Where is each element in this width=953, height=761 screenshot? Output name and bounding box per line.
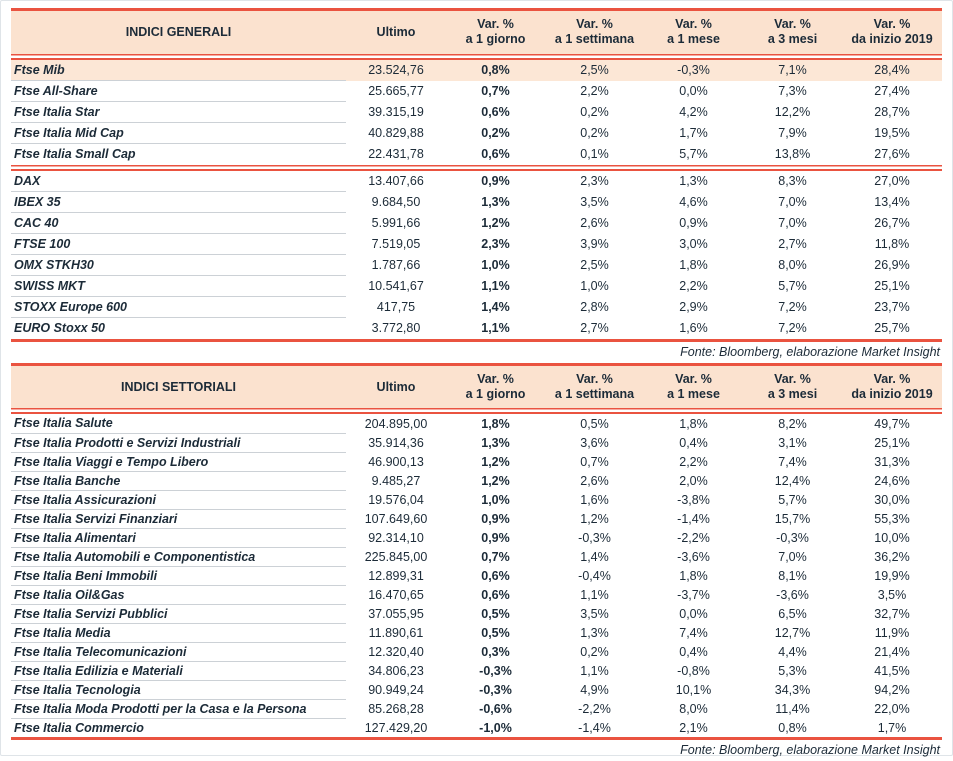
ultimo-cell: 13.407,66 [368, 174, 424, 188]
var-ytd-cell: 13,4% [874, 195, 910, 209]
var-ytd-cell: 31,3% [874, 454, 910, 469]
index-name-cell: OMX STKH30 [11, 255, 346, 276]
source-note: Fonte: Bloomberg, elaborazione Market Insight [680, 344, 940, 359]
var-week-cell: 2,8% [580, 300, 609, 314]
var-3months-cell: 8,1% [778, 568, 807, 583]
index-name-cell: Ftse Mib [11, 60, 346, 81]
table-row [11, 414, 942, 433]
var-month-cell: -2,2% [677, 530, 710, 545]
col-header-var-month: Var. % a 1 mese [644, 10, 743, 54]
ultimo-cell: 10.541,67 [368, 279, 424, 293]
table-row [11, 718, 942, 737]
var-3months-cell: 8,3% [778, 174, 807, 188]
table-row [11, 490, 942, 509]
index-name-cell: Ftse Italia Servizi Pubblici [11, 604, 346, 623]
var-ytd-cell: 10,0% [874, 530, 910, 545]
var-week-cell: 2,6% [580, 473, 609, 488]
ultimo-cell: 46.900,13 [368, 454, 424, 469]
ultimo-cell: 11.890,61 [368, 625, 424, 640]
var-ytd-cell: 26,7% [874, 216, 910, 230]
var-month-cell: -3,6% [677, 549, 710, 564]
var-week-cell: 1,6% [580, 492, 609, 507]
var-3months-cell: 5,7% [778, 492, 807, 507]
var-ytd-cell: 36,2% [874, 549, 910, 564]
general-indices-table [11, 8, 942, 342]
var-month-cell: 2,2% [679, 279, 708, 293]
var-ytd-cell: 94,2% [874, 682, 910, 697]
var-ytd-cell: 26,9% [874, 258, 910, 272]
var-day-cell: 0,7% [481, 549, 510, 564]
table-row [11, 604, 942, 623]
table-row [11, 547, 942, 566]
var-ytd-cell: 19,9% [874, 568, 910, 583]
ultimo-cell: 12.320,40 [368, 644, 424, 659]
col-header-var-3months: Var. % a 3 mesi [743, 364, 842, 408]
col-header-var-week: Var. % a 1 settimana [545, 364, 644, 408]
var-month-cell: -3,8% [677, 492, 710, 507]
var-month-cell: 2,1% [679, 720, 708, 735]
ultimo-cell: 37.055,95 [368, 606, 424, 621]
var-week-cell: 1,0% [580, 279, 609, 293]
var-day-cell: -0,3% [479, 682, 512, 697]
ultimo-cell: 40.829,88 [368, 126, 424, 140]
table-title: INDICI GENERALI [11, 10, 346, 54]
table-row [11, 318, 942, 339]
ultimo-cell: 225.845,00 [364, 549, 428, 564]
var-day-cell: 0,6% [481, 587, 510, 602]
var-month-cell: 1,3% [679, 174, 708, 188]
var-week-cell: 0,2% [580, 105, 609, 119]
var-month-cell: 2,0% [679, 473, 708, 488]
ultimo-cell: 9.485,27 [371, 473, 421, 488]
var-week-cell: 0,1% [580, 147, 609, 161]
var-3months-cell: -3,6% [776, 587, 809, 602]
var-3months-cell: 7,9% [778, 126, 807, 140]
var-week-cell: 3,6% [580, 435, 609, 450]
var-month-cell: 5,7% [679, 147, 708, 161]
var-day-cell: 0,9% [481, 530, 510, 545]
index-name-cell: STOXX Europe 600 [11, 297, 346, 318]
var-3months-cell: 8,0% [778, 258, 807, 272]
var-week-cell: 1,1% [580, 663, 609, 678]
table-row [11, 509, 942, 528]
var-day-cell: 0,5% [481, 625, 510, 640]
var-3months-cell: 13,8% [774, 147, 811, 161]
var-month-cell: 10,1% [675, 682, 712, 697]
var-3months-cell: 12,2% [774, 105, 811, 119]
index-name-cell: Ftse Italia Tecnologia [11, 680, 346, 699]
var-3months-cell: 6,5% [778, 606, 807, 621]
table-row [11, 642, 942, 661]
var-week-cell: 2,2% [580, 84, 609, 98]
table-row [11, 528, 942, 547]
var-month-cell: 0,0% [679, 84, 708, 98]
var-ytd-cell: 3,5% [877, 587, 907, 602]
var-3months-cell: 0,8% [778, 720, 807, 735]
index-name-cell: Ftse Italia Prodotti e Servizi Industriali [11, 433, 346, 452]
var-day-cell: 1,8% [481, 416, 510, 431]
var-3months-cell: 15,7% [774, 511, 811, 526]
table-row [11, 623, 942, 642]
ultimo-cell: 34.806,23 [368, 663, 424, 678]
var-day-cell: 1,0% [481, 258, 510, 272]
var-week-cell: 2,5% [545, 60, 644, 81]
index-name-cell: CAC 40 [11, 213, 346, 234]
var-week-cell: -0,4% [578, 568, 611, 583]
var-ytd-cell: 27,0% [874, 174, 910, 188]
table-row [11, 144, 942, 165]
var-ytd-cell: 25,1% [874, 279, 910, 293]
var-ytd-cell: 27,6% [874, 147, 910, 161]
var-month-cell: 1,8% [679, 416, 708, 431]
var-day-cell: 0,6% [481, 105, 510, 119]
var-day-cell: 0,5% [481, 606, 510, 621]
ultimo-cell: 25.665,77 [368, 84, 424, 98]
index-name-cell: Ftse Italia Oil&Gas [11, 585, 346, 604]
var-ytd-cell: 22,0% [874, 701, 910, 716]
var-ytd-cell: 11,8% [874, 237, 910, 251]
table-row [11, 102, 942, 123]
index-name-cell: SWISS MKT [11, 276, 346, 297]
ultimo-cell: 39.315,19 [368, 105, 424, 119]
var-3months-cell: 2,7% [778, 237, 807, 251]
col-header-var-day: Var. % a 1 giorno [446, 10, 545, 54]
index-name-cell: Ftse Italia Edilizia e Materiali [11, 661, 346, 680]
index-name-cell: Ftse Italia Small Cap [14, 147, 136, 162]
ultimo-cell: 417,75 [376, 300, 416, 314]
var-day-cell: 1,1% [481, 279, 510, 293]
ultimo-cell: 90.949,24 [368, 682, 424, 697]
var-3months-cell: 7,0% [778, 195, 807, 209]
var-ytd-cell: 41,5% [874, 663, 910, 678]
var-week-cell: 2,5% [580, 258, 609, 272]
var-3months-cell: 7,2% [778, 321, 807, 335]
index-name-cell: Ftse Italia Viaggi e Tempo Libero [11, 452, 346, 471]
var-month-cell: 4,2% [679, 105, 708, 119]
var-month-cell: 1,8% [679, 568, 708, 583]
index-name-cell: IBEX 35 [11, 192, 346, 213]
var-day-cell: 1,3% [481, 195, 510, 209]
ultimo-cell: 7.519,05 [371, 237, 421, 251]
table-row [11, 234, 942, 255]
var-ytd-cell: 32,7% [874, 606, 910, 621]
var-day-cell: 1,0% [481, 492, 510, 507]
index-name-cell: Ftse Italia Mid Cap [11, 123, 346, 144]
var-week-cell: 2,7% [580, 321, 609, 335]
table-row [11, 471, 942, 490]
table-row [11, 680, 942, 699]
table-row [11, 699, 942, 718]
table-row [11, 81, 942, 102]
var-day-cell: -0,6% [479, 701, 512, 716]
var-month-cell: 2,9% [679, 300, 708, 314]
var-week-cell: 4,9% [580, 682, 609, 697]
col-header-ultimo: Ultimo [346, 10, 446, 54]
table-row [11, 213, 942, 234]
index-name-cell: Ftse Italia Media [11, 623, 346, 642]
index-name-cell: Ftse Italia Salute [11, 414, 346, 433]
table-row [11, 433, 942, 452]
var-3months-cell: 7,1% [743, 60, 842, 81]
index-name-cell: Ftse Italia Servizi Finanziari [11, 509, 346, 528]
table-header-row [11, 10, 942, 54]
table-row [11, 171, 942, 192]
col-header-var-ytd: Var. % da inizio 2019 [842, 364, 942, 408]
var-3months-cell: 3,1% [778, 435, 807, 450]
col-header-var-week: Var. % a 1 settimana [545, 10, 644, 54]
var-week-cell: 2,6% [580, 216, 609, 230]
var-ytd-cell: 21,4% [874, 644, 910, 659]
var-day-cell: 0,8% [446, 60, 545, 81]
var-month-cell: 0,0% [679, 606, 708, 621]
table-row [11, 452, 942, 471]
table-row [11, 60, 942, 81]
var-week-cell: 2,3% [580, 174, 609, 188]
ultimo-cell: 85.268,28 [368, 701, 424, 716]
ultimo-cell: 107.649,60 [364, 511, 428, 526]
var-day-cell: 1,2% [481, 216, 510, 230]
var-day-cell: -1,0% [479, 720, 512, 735]
table-row [11, 123, 942, 144]
table-row [11, 566, 942, 585]
var-day-cell: 1,1% [481, 321, 510, 335]
var-ytd-cell: 25,7% [874, 321, 910, 335]
var-day-cell: 0,7% [481, 84, 510, 98]
col-header-var-month: Var. % a 1 mese [644, 364, 743, 408]
table-title: INDICI SETTORIALI [11, 364, 346, 408]
var-month-cell: 3,0% [679, 237, 708, 251]
var-3months-cell: 34,3% [774, 682, 811, 697]
var-week-cell: -2,2% [578, 701, 611, 716]
index-name-cell: Ftse Italia Moda Prodotti per la Casa e la Persona [11, 699, 346, 718]
index-name-cell: Ftse Italia Banche [11, 471, 346, 490]
var-ytd-cell: 27,4% [874, 84, 910, 98]
var-month-cell: 7,4% [679, 625, 708, 640]
var-day-cell: 1,4% [481, 300, 510, 314]
var-day-cell: 0,9% [481, 511, 510, 526]
ultimo-cell: 12.899,31 [368, 568, 424, 583]
index-name-cell: Ftse Italia Alimentari [11, 528, 346, 547]
var-day-cell: 0,6% [481, 147, 510, 161]
var-3months-cell: 11,4% [775, 701, 810, 716]
var-ytd-cell: 1,7% [877, 720, 907, 735]
index-name-cell: FTSE 100 [11, 234, 346, 255]
var-day-cell: 1,2% [481, 473, 510, 488]
var-month-cell: -0,3% [644, 60, 743, 81]
table-row [11, 192, 942, 213]
ultimo-cell: 23.524,76 [346, 60, 446, 81]
var-3months-cell: 5,3% [778, 663, 807, 678]
var-week-cell: 0,2% [580, 126, 609, 140]
var-week-cell: 0,2% [580, 644, 609, 659]
var-month-cell: 0,9% [679, 216, 708, 230]
var-week-cell: 0,5% [580, 416, 609, 431]
ultimo-cell: 16.470,65 [368, 587, 424, 602]
var-ytd-cell: 25,1% [874, 435, 910, 450]
var-3months-cell: 7,2% [778, 300, 807, 314]
var-day-cell: 0,2% [481, 126, 510, 140]
index-name-cell: DAX [11, 171, 346, 192]
var-month-cell: 1,7% [679, 126, 708, 140]
table-header-row [11, 364, 942, 408]
var-3months-cell: 7,4% [778, 454, 807, 469]
var-month-cell: 0,4% [679, 435, 708, 450]
col-header-var-day: Var. % a 1 giorno [446, 364, 545, 408]
var-day-cell: 1,3% [481, 435, 510, 450]
var-week-cell: -1,4% [578, 720, 611, 735]
var-ytd-cell: 30,0% [874, 492, 910, 507]
var-week-cell: 1,1% [580, 587, 609, 602]
var-week-cell: 3,5% [580, 195, 609, 209]
var-3months-cell: 4,4% [778, 644, 807, 659]
index-name-cell: Ftse Italia Beni Immobili [11, 566, 346, 585]
ultimo-cell: 127.429,20 [364, 720, 428, 735]
var-month-cell: 1,6% [679, 321, 708, 335]
col-header-var-3months: Var. % a 3 mesi [743, 10, 842, 54]
var-3months-cell: 7,0% [778, 216, 807, 230]
sector-indices-table [11, 363, 942, 741]
var-week-cell: 0,7% [580, 454, 609, 469]
index-name-cell: Ftse Italia Automobili e Componentistica [11, 547, 346, 566]
var-week-cell: 1,2% [580, 511, 609, 526]
var-week-cell: 1,3% [580, 625, 609, 640]
index-name-cell: Ftse All-Share [11, 81, 346, 102]
var-month-cell: 8,0% [679, 701, 708, 716]
col-header-ultimo: Ultimo [346, 364, 446, 408]
table-row [11, 276, 942, 297]
col-header-var-ytd: Var. % da inizio 2019 [842, 10, 942, 54]
ultimo-cell: 19.576,04 [368, 492, 424, 507]
var-ytd-cell: 28,4% [842, 60, 942, 81]
var-ytd-cell: 11,9% [874, 625, 910, 640]
table-row [11, 255, 942, 276]
var-3months-cell: 12,4% [774, 473, 811, 488]
var-day-cell: 0,3% [481, 644, 510, 659]
ultimo-cell: 92.314,10 [368, 530, 424, 545]
index-name-cell: Ftse Italia Commercio [14, 720, 144, 735]
var-ytd-cell: 49,7% [874, 416, 910, 431]
table-row [11, 585, 942, 604]
var-ytd-cell: 19,5% [874, 126, 910, 140]
ultimo-cell: 9.684,50 [371, 195, 421, 209]
table-row [11, 297, 942, 318]
var-ytd-cell: 28,7% [874, 105, 910, 119]
var-3months-cell: 7,0% [778, 549, 807, 564]
var-week-cell: 1,4% [580, 549, 609, 564]
var-3months-cell: 7,3% [778, 84, 807, 98]
var-day-cell: 2,3% [481, 237, 510, 251]
var-ytd-cell: 23,7% [874, 300, 910, 314]
var-day-cell: -0,3% [479, 663, 512, 678]
ultimo-cell: 204.895,00 [364, 416, 428, 431]
var-month-cell: -1,4% [677, 511, 710, 526]
ultimo-cell: 35.914,36 [368, 435, 424, 450]
index-name-cell: Ftse Italia Telecomunicazioni [11, 642, 346, 661]
ultimo-cell: 22.431,78 [368, 147, 424, 161]
var-week-cell: -0,3% [578, 530, 611, 545]
var-day-cell: 1,2% [481, 454, 510, 469]
var-day-cell: 0,6% [481, 568, 510, 583]
var-3months-cell: -0,3% [776, 530, 809, 545]
ultimo-cell: 1.787,66 [371, 258, 421, 272]
var-ytd-cell: 24,6% [874, 473, 910, 488]
source-note: Fonte: Bloomberg, elaborazione Market Insight [680, 743, 940, 757]
var-week-cell: 3,5% [580, 606, 609, 621]
var-3months-cell: 8,2% [778, 416, 807, 431]
table-row [11, 661, 942, 680]
var-day-cell: 0,9% [481, 174, 510, 188]
var-ytd-cell: 55,3% [874, 511, 910, 526]
var-month-cell: 0,4% [679, 644, 708, 659]
var-month-cell: 4,6% [679, 195, 708, 209]
var-month-cell: -3,7% [677, 587, 710, 602]
var-3months-cell: 12,7% [774, 625, 811, 640]
var-month-cell: 1,8% [679, 258, 708, 272]
index-name-cell: Ftse Italia Star [11, 102, 346, 123]
var-month-cell: -0,8% [677, 663, 710, 678]
var-month-cell: 2,2% [679, 454, 708, 469]
index-name-cell: EURO Stoxx 50 [14, 321, 106, 336]
ultimo-cell: 3.772,80 [371, 321, 421, 335]
index-name-cell: Ftse Italia Assicurazioni [11, 490, 346, 509]
var-3months-cell: 5,7% [778, 279, 807, 293]
var-week-cell: 3,9% [580, 237, 609, 251]
ultimo-cell: 5.991,66 [371, 216, 421, 230]
